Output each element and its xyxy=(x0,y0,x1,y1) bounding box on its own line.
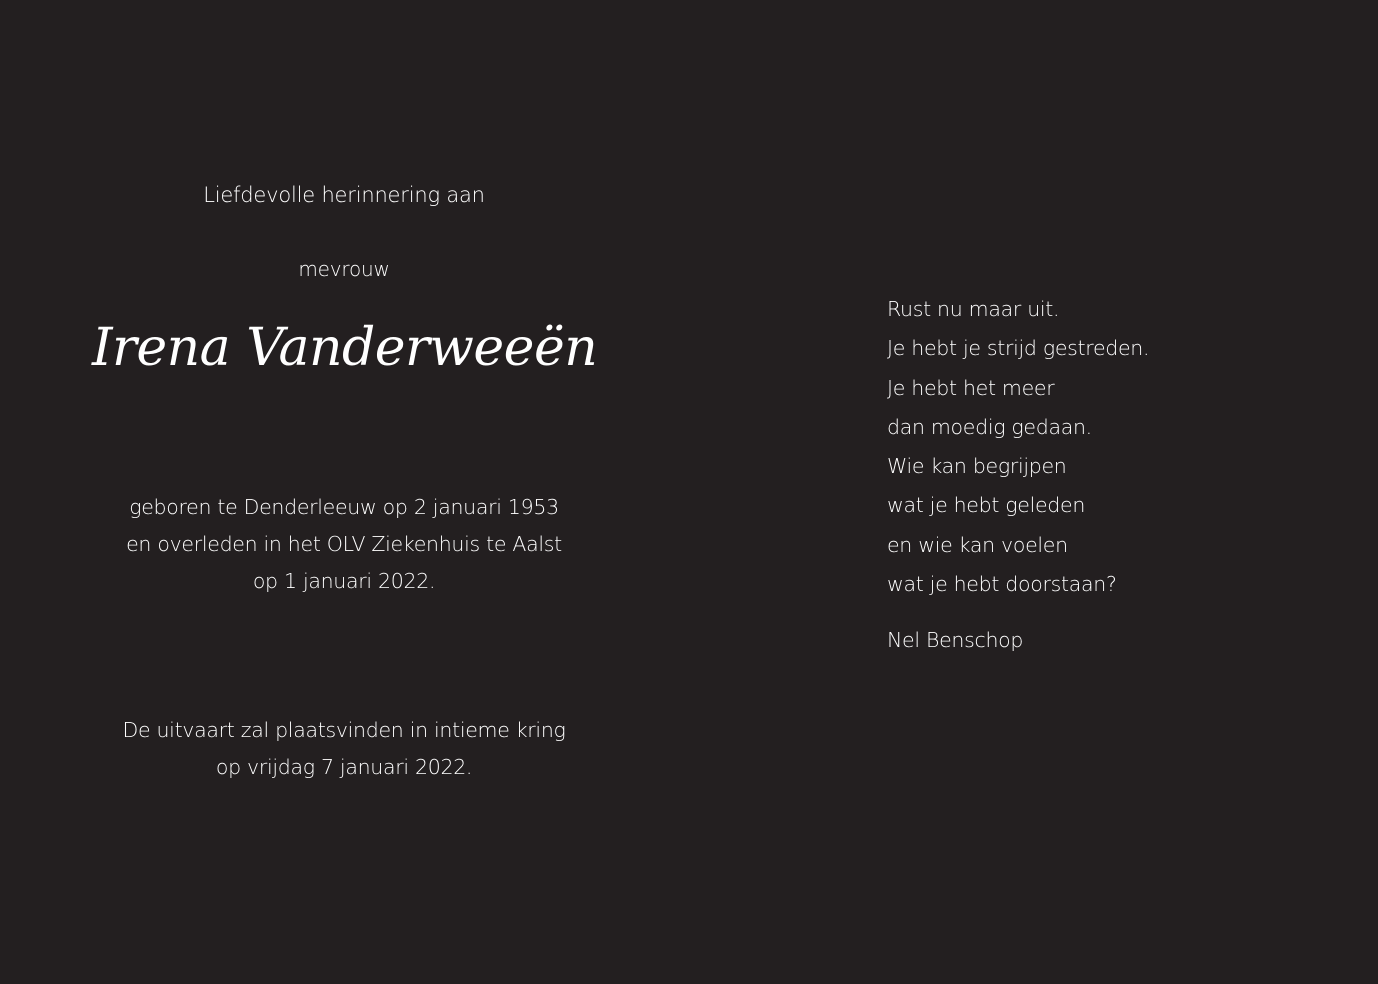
dates-line: geboren te Denderleeuw op 2 januari 1953 xyxy=(129,495,559,519)
dates-line: op 1 januari 2022. xyxy=(252,569,436,593)
poem-line: Je hebt het meer xyxy=(887,375,1055,400)
poem-line: wat je hebt doorstaan? xyxy=(887,572,1117,597)
poem-author: Nel Benschop xyxy=(887,628,1024,652)
dates-line: en overleden in het OLV Ziekenhuis te Aalst xyxy=(126,532,562,556)
poem-line: dan moedig gedaan. xyxy=(887,414,1092,439)
intro-text: Liefdevolle herinnering aan xyxy=(203,183,485,207)
deceased-name: Irena Vanderweeën xyxy=(92,318,598,378)
poem-line: Wie kan begrijpen xyxy=(887,454,1067,479)
birth-death-text xyxy=(92,489,596,600)
poem-line: wat je hebt geleden xyxy=(887,493,1086,518)
poem-line: en wie kan voelen xyxy=(887,532,1068,557)
poem xyxy=(887,290,1287,604)
honorific: mevrouw xyxy=(298,257,390,281)
funeral-line: op vrijdag 7 januari 2022. xyxy=(215,755,473,779)
funeral-line: De uitvaart zal plaatsvinden in intieme kring xyxy=(122,718,566,742)
funeral-notice xyxy=(92,712,596,786)
poem-line: Rust nu maar uit. xyxy=(887,297,1060,321)
poem-line: Je hebt je strijd gestreden. xyxy=(887,336,1150,361)
